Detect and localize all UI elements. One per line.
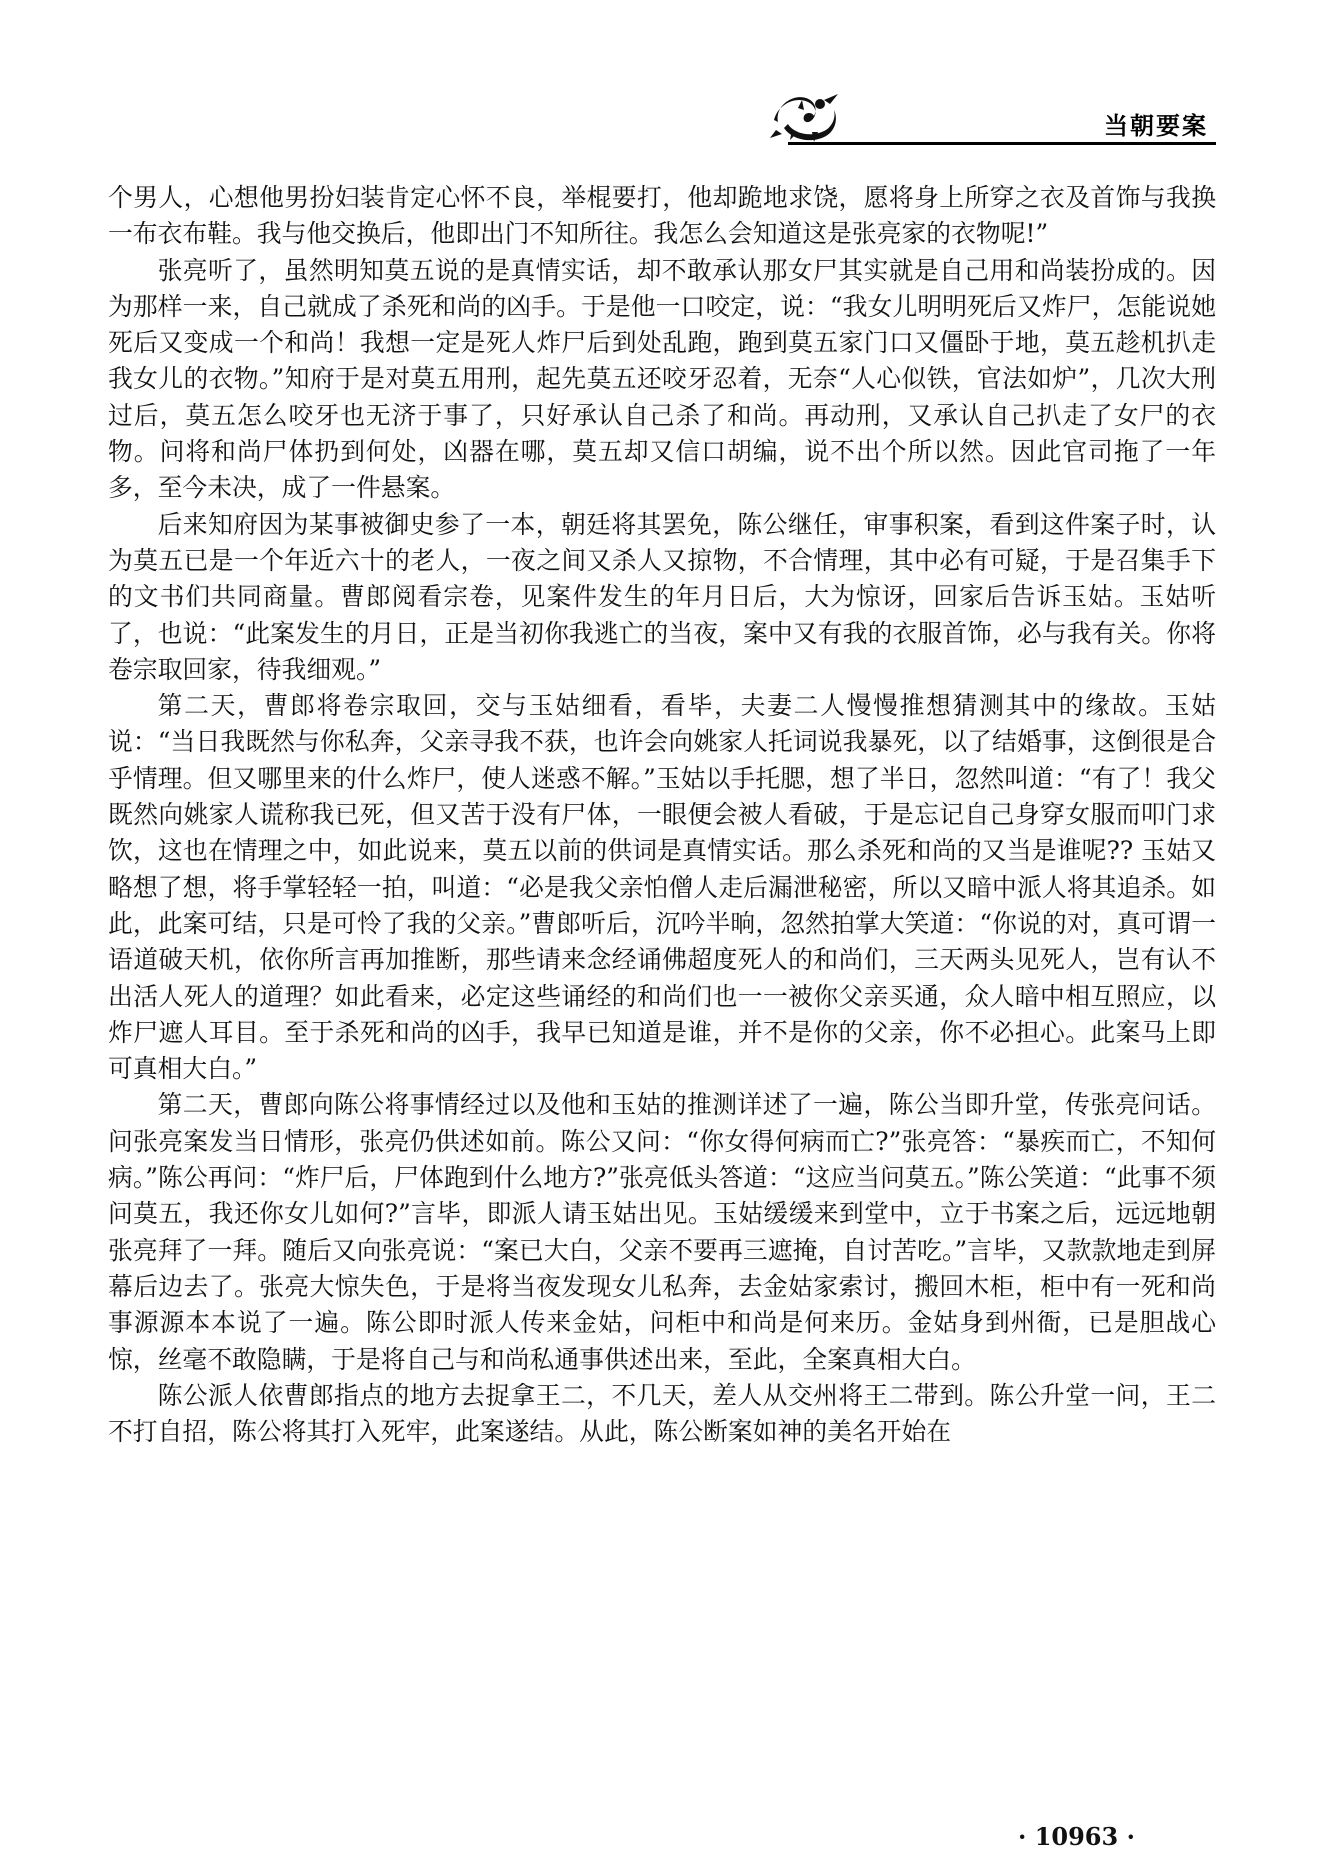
- article-body: [108, 180, 1216, 1450]
- dragon-emblem-icon: [768, 90, 840, 142]
- section-title: 当朝要案: [1104, 112, 1208, 140]
- paragraph: 后来知府因为某事被御史参了一本，朝廷将其罢免，陈公继任，审事积案，看到这件案子时，认为莫五已是一个年近六十的老人，一夜之间又杀人又掠物，不合情理，其中必有可疑，于是召集手下的文书们共同商量。曹郎阅看宗卷，见案件发生的年月日后，大为惊讶，回家后告诉玉姑。玉姑听了，也说：“此案发生的月日，正是当初你我逃亡的当夜，案中又有我的衣服首饰，必与我有关。你将卷宗取回家，待我细观。”: [108, 509, 1216, 684]
- paragraph: 第二天，曹郎将卷宗取回，交与玉姑细看，看毕，夫妻二人慢慢推想猜测其中的缘故。玉姑说：“当日我既然与你私奔，父亲寻我不获，也许会向姚家人托词说我暴死，以了结婚事，这倒很是合乎情理。但又哪里来的什么炸尸，使人迷惑不解。”玉姑以手托腮，想了半日，忽然叫道：“有了！我父既然向姚家人谎称我已死，但又苦于没有尸体，一眼便会被人看破，于是忘记自己身穿女服而叩门求饮，这也在情理之中，如此说来，莫五以前的供词是真情实话。那么杀死和尚的又当是谁呢?? 玉姑又略想了想，将手掌轻轻一拍，叫道：“必是我父亲怕僧人走后漏泄秘密，所以又暗中派人将其追杀。如此，此案可结，只是可怜了我的父亲。”曹郎听后，沉吟半晌，忽然拍掌大笑道：“你说的对，真可谓一语道破天机，依你所言再加推断，那些请来念经诵佛超度死人的和尚们，三天两头见死人，岂有认不出活人死人的道理？如此看来，必定这些诵经的和尚们也一一被你父亲买通，众人暗中相互照应，以炸尸遮人耳目。至于杀死和尚的凶手，我早已知道是谁，并不是你的父亲，你不必担心。此案马上即可真相大白。”: [108, 691, 1216, 1084]
- paragraph: 个男人，心想他男扮妇装肯定心怀不良，举棍要打，他却跪地求饶，愿将身上所穿之衣及首饰与我换一布衣布鞋。我与他交换后，他即出门不知所往。我怎么会知道这是张亮家的衣物呢!”: [108, 183, 1216, 249]
- paragraph: 陈公派人依曹郎指点的地方去捉拿王二，不几天，差人从交州将王二带到。陈公升堂一问，王二不打自招，陈公将其打入死牢，此案遂结。从此，陈公断案如神的美名开始在: [108, 1380, 1216, 1447]
- header-rule: [788, 142, 1216, 145]
- page-number: · 10963 ·: [1018, 1822, 1135, 1851]
- page-header: [108, 78, 1216, 148]
- paragraph: 张亮听了，虽然明知莫五说的是真情实话，却不敢承认那女尸其实就是自己用和尚装扮成的。因为那样一来，自己就成了杀死和尚的凶手。于是他一口咬定，说：“我女儿明明死后又炸尸，怎能说她死后又变成一个和尚！我想一定是死人炸尸后到处乱跑，跑到莫五家门口又僵卧于地，莫五趁机扒走我女儿的衣物。”知府于是对莫五用刑，起先莫五还咬牙忍着，无奈“人心似铁，官法如炉”，几次大刑过后，莫五怎么咬牙也无济于事了，只好承认自己杀了和尚。再动刑，又承认自己扒走了女尸的衣物。问将和尚尸体扔到何处，凶器在哪，莫五却又信口胡编，说不出个所以然。因此官司拖了一年多，至今未决，成了一件悬案。: [108, 255, 1216, 503]
- paragraph: 第二天，曹郎向陈公将事情经过以及他和玉姑的推测详述了一遍，陈公当即升堂，传张亮问话。问张亮案发当日情形，张亮仍供述如前。陈公又问：“你女得何病而亡?”张亮答：“暴疾而亡，不知何病。”陈公再问：“炸尸后，尸体跑到什么地方?”张亮低头答道：“这应当问莫五。”陈公笑道：“此事不须问莫五，我还你女儿如何?”言毕，即派人请玉姑出见。玉姑缓缓来到堂中，立于书案之后，远远地朝张亮拜了一拜。随后又向张亮说：“案已大白，父亲不要再三遮掩，自讨苦吃。”言毕，又款款地走到屏幕后边去了。张亮大惊失色，于是将当夜发现女儿私奔，去金姑家索讨，搬回木柜，柜中有一死和尚事源源本本说了一遍。陈公即时派人传来金姑，问柜中和尚是何来历。金姑身到州衙，已是胆战心惊，丝毫不敢隐瞒，于是将自己与和尚私通事供述出来，至此，全案真相大白。: [108, 1090, 1216, 1374]
